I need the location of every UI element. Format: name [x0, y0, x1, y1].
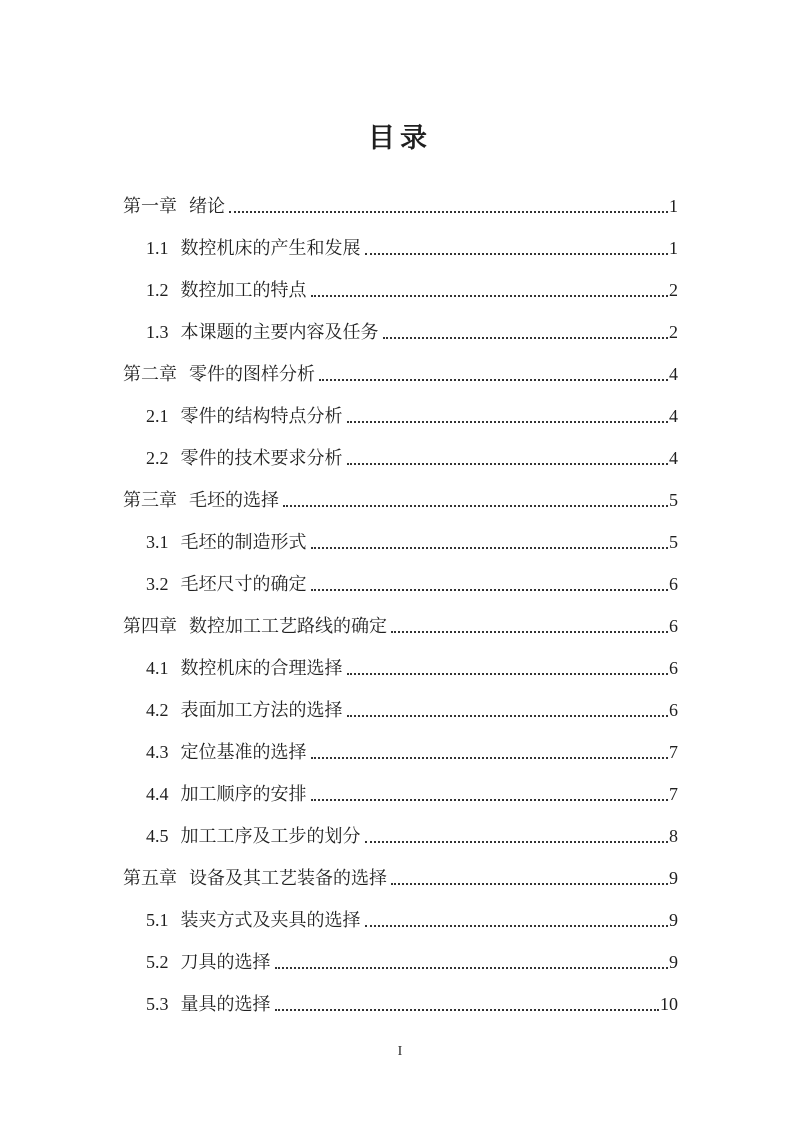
- toc-page-number: 1: [669, 238, 678, 258]
- toc-entry: [123, 320, 678, 344]
- toc-entry-title: 数控机床的产生和发展: [180, 238, 361, 258]
- toc-page-number: 9: [669, 952, 678, 972]
- dot-leader: [311, 547, 669, 549]
- dot-leader: [275, 967, 669, 969]
- toc-entry: [123, 194, 678, 218]
- toc-entry-title: 毛坯尺寸的确定: [180, 574, 307, 594]
- toc-entry-number: 4.5: [146, 826, 169, 846]
- toc-entry-number: 3.2: [146, 574, 169, 594]
- toc-page-number: 5: [669, 490, 678, 510]
- toc-entry-number: 第五章: [123, 868, 177, 888]
- toc-entry: [123, 236, 678, 260]
- toc-entry-number: 1.3: [146, 322, 169, 342]
- toc-entry: [123, 866, 678, 890]
- toc-page-number: 6: [669, 616, 678, 636]
- dot-leader: [319, 379, 668, 381]
- toc-entry-title: 毛坯的制造形式: [180, 532, 307, 552]
- dot-leader: [347, 715, 669, 717]
- toc-page-number: 6: [669, 574, 678, 594]
- toc-page-number: 7: [669, 742, 678, 762]
- toc-entry-title: 加工工序及工步的划分: [180, 826, 361, 846]
- toc-entry: [123, 992, 678, 1016]
- toc-entry-title: 表面加工方法的选择: [180, 700, 343, 720]
- toc-page-number: 6: [669, 700, 678, 720]
- toc-entry-title: 绪论: [189, 196, 225, 216]
- toc-entry-title: 数控加工的特点: [180, 280, 307, 300]
- document-title: 目录: [368, 123, 432, 153]
- toc-entry-number: 2.2: [146, 448, 169, 468]
- dot-leader: [383, 337, 669, 339]
- dot-leader: [229, 211, 668, 213]
- toc-entry-title: 数控机床的合理选择: [180, 658, 343, 678]
- toc-entry-title: 零件的图样分析: [189, 364, 315, 384]
- toc-entry-number: 1.1: [146, 238, 169, 258]
- toc-page-number: 9: [669, 868, 678, 888]
- toc-page-number: 7: [669, 784, 678, 804]
- toc-entry-title: 毛坯的选择: [189, 490, 279, 510]
- toc-page-number: 5: [669, 532, 678, 552]
- dot-leader: [347, 673, 669, 675]
- toc-entry-title: 设备及其工艺装备的选择: [189, 868, 387, 888]
- toc-entry: [123, 362, 678, 386]
- toc-entry-number: 1.2: [146, 280, 169, 300]
- toc-entry-number: 第一章: [123, 196, 177, 216]
- toc-entry: [123, 278, 678, 302]
- toc-entry: [123, 488, 678, 512]
- toc-entry-number: 2.1: [146, 406, 169, 426]
- dot-leader: [391, 631, 668, 633]
- toc-entry-title: 数控加工工艺路线的确定: [189, 616, 387, 636]
- toc-page-number: 2: [669, 322, 678, 342]
- toc-entry: [123, 740, 678, 764]
- toc-entry: [123, 656, 678, 680]
- toc-entry: [123, 572, 678, 596]
- toc-page-number: 6: [669, 658, 678, 678]
- dot-leader: [311, 589, 669, 591]
- toc-entry-number: 4.1: [146, 658, 169, 678]
- dot-leader: [283, 505, 668, 507]
- toc-entry: [123, 950, 678, 974]
- toc-entry-title: 零件的技术要求分析: [180, 448, 343, 468]
- dot-leader: [347, 463, 669, 465]
- toc-entry: [123, 908, 678, 932]
- toc-entry-number: 3.1: [146, 532, 169, 552]
- page-number-footer: I: [397, 1044, 403, 1059]
- toc-entry: [123, 824, 678, 848]
- toc-entry-number: 4.4: [146, 784, 169, 804]
- toc-entry-number: 第四章: [123, 616, 177, 636]
- dot-leader: [311, 295, 669, 297]
- toc-page-number: 8: [669, 826, 678, 846]
- dot-leader: [275, 1009, 660, 1011]
- dot-leader: [391, 883, 668, 885]
- toc-list: [123, 194, 678, 1016]
- dot-leader: [365, 841, 669, 843]
- toc-entry-title: 本课题的主要内容及任务: [180, 322, 379, 342]
- dot-leader: [365, 925, 669, 927]
- toc-entry: [123, 404, 678, 428]
- toc-page-number: 4: [669, 448, 678, 468]
- dot-leader: [347, 421, 669, 423]
- toc-entry-title: 刀具的选择: [180, 952, 271, 972]
- toc-entry-title: 加工顺序的安排: [180, 784, 307, 804]
- toc-entry-number: 第三章: [123, 490, 177, 510]
- toc-entry-number: 第二章: [123, 364, 177, 384]
- dot-leader: [311, 757, 669, 759]
- toc-entry: [123, 698, 678, 722]
- toc-entry: [123, 446, 678, 470]
- toc-entry-number: 5.3: [146, 994, 169, 1014]
- toc-page-number: 4: [669, 406, 678, 426]
- toc-entry-number: 4.3: [146, 742, 169, 762]
- toc-entry-title: 装夹方式及夹具的选择: [180, 910, 361, 930]
- toc-page-number: 2: [669, 280, 678, 300]
- toc-entry-title: 零件的结构特点分析: [180, 406, 343, 426]
- toc-page-number: 1: [669, 196, 678, 216]
- toc-entry-title: 定位基准的选择: [180, 742, 307, 762]
- toc-page-number: 9: [669, 910, 678, 930]
- dot-leader: [365, 253, 669, 255]
- toc-entry-number: 4.2: [146, 700, 169, 720]
- toc-entry-title: 量具的选择: [180, 994, 271, 1014]
- toc-page-number: 4: [669, 364, 678, 384]
- toc-entry-number: 5.2: [146, 952, 169, 972]
- dot-leader: [311, 799, 669, 801]
- toc-entry: [123, 530, 678, 554]
- toc-entry: [123, 782, 678, 806]
- toc-entry-number: 5.1: [146, 910, 169, 930]
- toc-page-number: 10: [660, 994, 678, 1014]
- toc-entry: [123, 614, 678, 638]
